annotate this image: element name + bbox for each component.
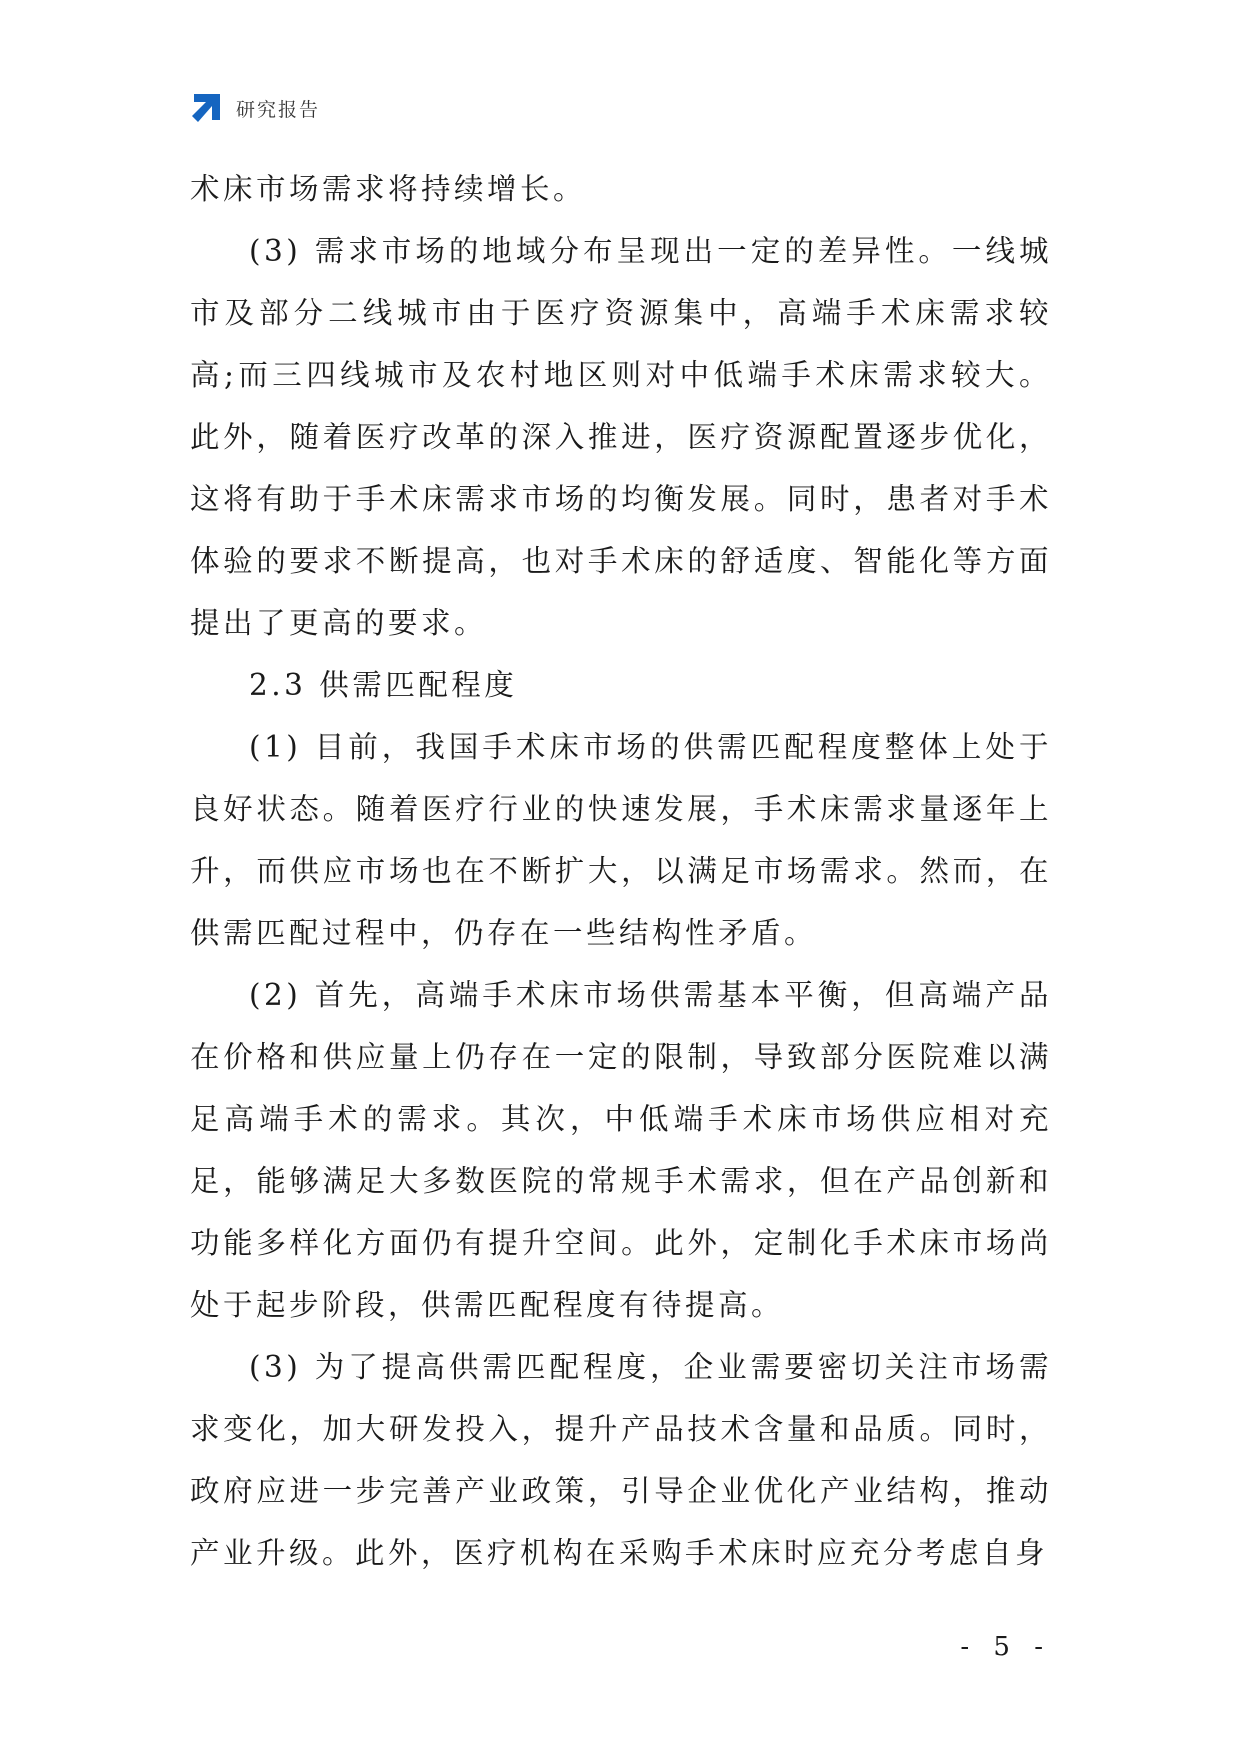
paragraph-demand-regional: (3) 需求市场的地域分布呈现出一定的差异性。一线城市及部分二线城市由于医疗资源集中，高端手术床需求较高;而三四线城市及农村地区则对中低端手术床需求较大。此外，随着医疗改革的深入推进，医疗资源配置逐步优化，这将有助于手术床需求市场的均衡发展。同时，患者对手术体验的要求不断提高，也对手术床的舒适度、智能化等方面提出了更高的要求。 xyxy=(190,234,1052,640)
header-title: 研究报告 xyxy=(236,98,321,121)
section-heading: 2.3 供需匹配程度 xyxy=(249,668,518,702)
document-body xyxy=(190,158,1052,1584)
paragraph-recommendations: (3) 为了提高供需匹配程度，企业需要密切关注市场需求变化，加大研发投入，提升产品技术含量和品质。同时，政府应进一步完善产业政策，引导企业优化产业结构，推动产业升级。此外，医疗机构在采购手术床时应充分考虑自身 xyxy=(190,1350,1052,1570)
paragraph-continuation: 术床市场需求将持续增长。 xyxy=(190,172,587,206)
paragraph-market-segments: (2) 首先，高端手术床市场供需基本平衡，但高端产品在价格和供应量上仍存在一定的限制，导致部分医院难以满足高端手术的需求。其次，中低端手术床市场供应相对充足，能够满足大多数医院的常规手术需求，但在产品创新和功能多样化方面仍有提升空间。此外，定制化手术床市场尚处于起步阶段，供需匹配程度有待提高。 xyxy=(190,978,1052,1322)
document-header xyxy=(190,90,320,126)
arrow-up-right-icon xyxy=(190,92,222,124)
paragraph-supply-demand-status: (1) 目前，我国手术床市场的供需匹配程度整体上处于良好状态。随着医疗行业的快速发展，手术床需求量逐年上升，而供应市场也在不断扩大，以满足市场需求。然而，在供需匹配过程中，仍存在一些结构性矛盾。 xyxy=(190,730,1052,950)
page-number: - 5 - xyxy=(960,1632,1051,1662)
